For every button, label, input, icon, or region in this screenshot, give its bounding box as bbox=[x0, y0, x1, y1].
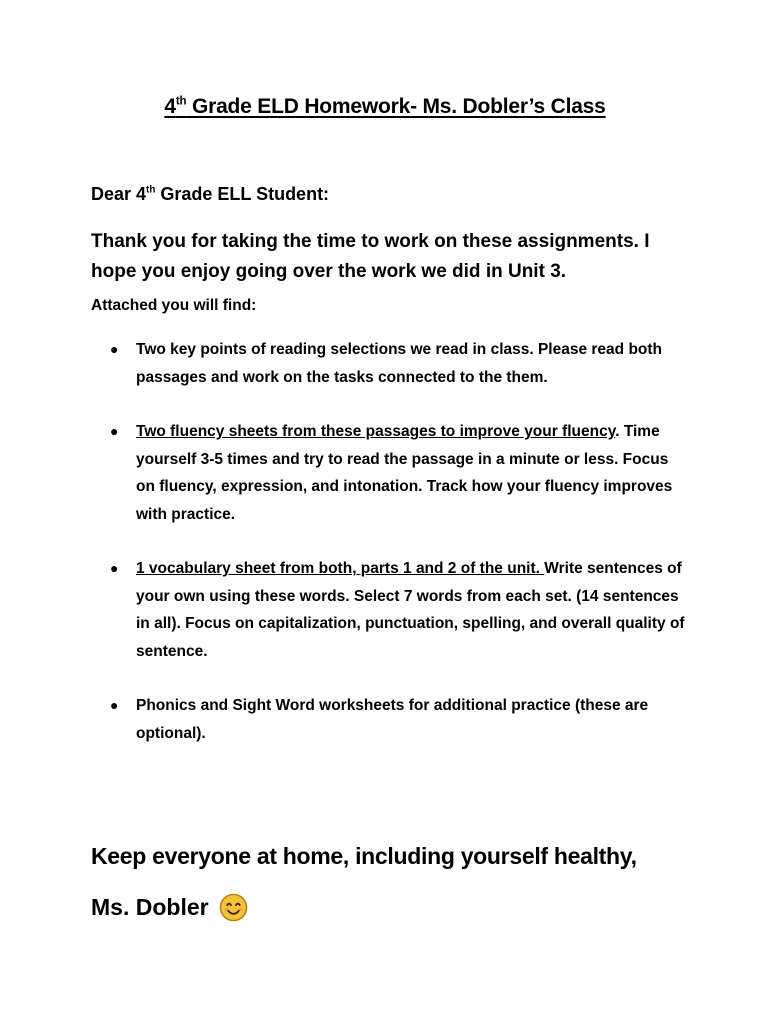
item-text: Write sentences of your own using these words. Select 7 words from each set. (14 sentences in all). Focus on capitalization, punctuation, spelling, and overall quality of sentence. bbox=[136, 560, 685, 660]
document-title bbox=[0, 95, 770, 119]
title-rest: Grade ELD Homework- Ms. Dobler’s Class bbox=[186, 95, 606, 118]
smiling-face-icon bbox=[219, 893, 248, 922]
list-item bbox=[108, 555, 688, 665]
item-underlined-text: 1 vocabulary sheet from both, parts 1 and 2 of the unit. bbox=[136, 560, 545, 577]
thank-you-paragraph: Thank you for taking the time to work on these assignments. I hope you enjoy going over the work we did in Unit 3. bbox=[91, 231, 650, 282]
list-item bbox=[108, 418, 688, 528]
item-text: Phonics and Sight Word worksheets for additional practice (these are optional). bbox=[136, 697, 649, 742]
bullet-icon: ● bbox=[110, 697, 119, 713]
list-item bbox=[108, 692, 688, 747]
attached-heading: Attached you will find: bbox=[91, 297, 257, 314]
salutation bbox=[91, 184, 329, 205]
title-superscript: th bbox=[175, 95, 187, 108]
bullet-icon: ● bbox=[110, 560, 119, 576]
list-item bbox=[108, 336, 688, 391]
salutation-prefix: Dear 4 bbox=[91, 184, 147, 204]
bullet-icon: ● bbox=[110, 341, 119, 357]
item-underlined-text: Two fluency sheets from these passages to improve your fluency bbox=[136, 423, 616, 440]
title-prefix: 4 bbox=[164, 95, 176, 118]
title-text bbox=[164, 95, 605, 118]
closing-line: Keep everyone at home, including yourself healthy, bbox=[91, 843, 637, 869]
salutation-superscript: th bbox=[146, 184, 156, 196]
item-text: . Time yourself 3-5 times and try to read the passage in a minute or less. Focus on fluency, expression, and intonation. Track how your fluency improves with practice. bbox=[136, 423, 673, 523]
assignment-list bbox=[108, 336, 688, 774]
signature-name: Ms. Dobler bbox=[91, 894, 209, 920]
bullet-icon: ● bbox=[110, 423, 119, 439]
item-text: Two key points of reading selections we read in class. Please read both passages and work on the tasks connected to the them. bbox=[136, 341, 663, 386]
signature-line bbox=[91, 893, 248, 922]
salutation-rest: Grade ELL Student: bbox=[155, 184, 330, 204]
